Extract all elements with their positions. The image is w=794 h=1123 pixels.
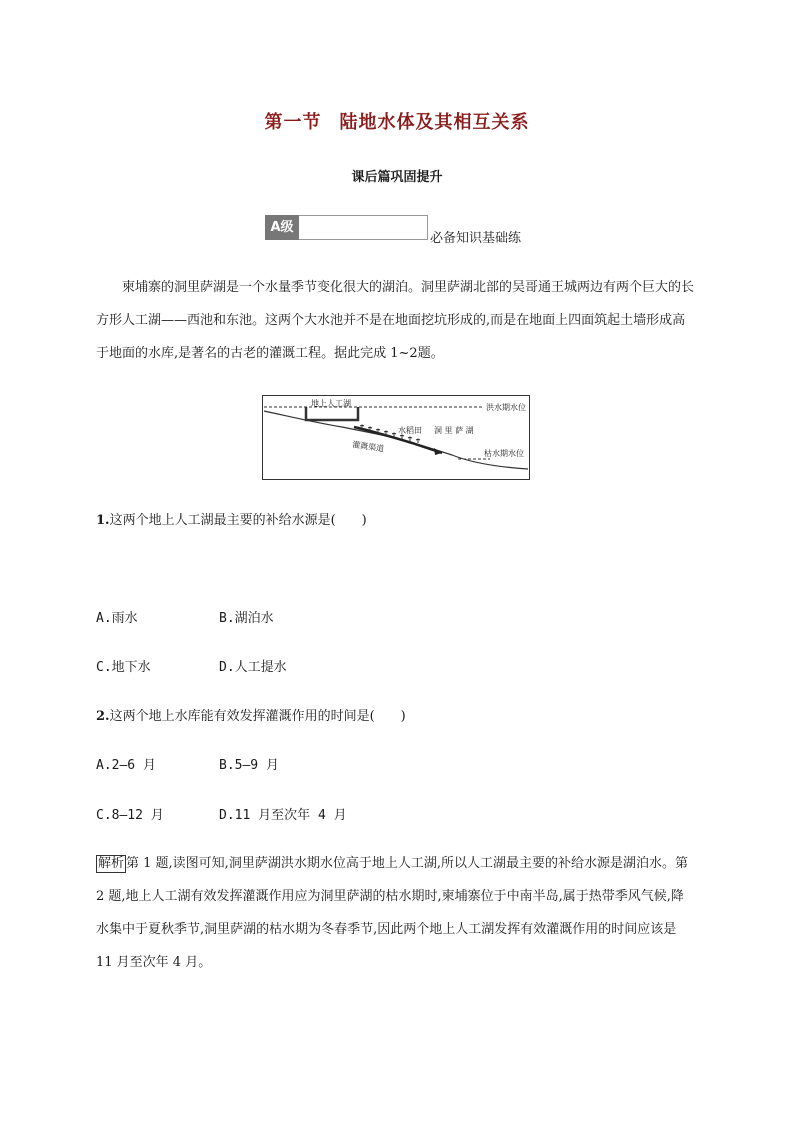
- level-banner: [265, 215, 522, 246]
- analysis-text: 第 1 题,读图可知,洞里萨湖洪水期水位高于地上人工湖,所以人工湖最主要的补给水源是湖泊水。第 2 题,地上人工湖有效发挥灌溉作用应为洞里萨湖的枯水期时,柬埔寨位于中南半岛,属于热带季风气候,降水集中于夏秋季节,洞里萨湖的枯水期为冬春季节,因此两个地上人工湖发挥有效灌溉作用的时间应该是 11 月至次年 4 月。: [96, 856, 688, 970]
- page-title: [0, 108, 794, 134]
- level-label: 必备知识基础练: [430, 231, 522, 246]
- flood-level-label: 洪水期水位: [486, 403, 526, 412]
- option-2b[interactable]: B.5—9 月: [219, 758, 279, 773]
- option-1d[interactable]: D.人工提水: [219, 660, 287, 675]
- lake-cross-section-figure: [262, 395, 530, 480]
- analysis-tag: 解析: [98, 856, 125, 871]
- question-2: [96, 705, 406, 724]
- option-2a[interactable]: A.2—6 月: [96, 758, 156, 773]
- question-stem: 这两个地上水库能有效发挥灌溉作用的时间是( ): [109, 709, 406, 724]
- canal-label: 灌溉渠道: [351, 440, 385, 454]
- page-subtitle: 课后篇巩固提升: [351, 170, 443, 185]
- level-bar: [299, 215, 428, 240]
- analysis-paragraph: [96, 847, 696, 979]
- dry-level-label: 枯水期水位: [484, 449, 524, 458]
- option-1c[interactable]: C.地下水: [96, 660, 151, 675]
- question-stem: 这两个地上人工湖最主要的补给水源是( ): [109, 513, 367, 528]
- chapter-title: 陆地水体及其相互关系: [339, 112, 530, 133]
- level-tag: A级: [265, 215, 299, 240]
- question-1: [96, 509, 367, 528]
- paddy-label: 水稻田: [398, 426, 422, 435]
- lake-label: 洞 里 萨 湖: [434, 426, 474, 435]
- option-1b[interactable]: B.湖泊水: [219, 611, 274, 626]
- question-number: 2.: [96, 709, 110, 724]
- option-1a[interactable]: A.雨水: [96, 611, 138, 626]
- intro-paragraph: 柬埔寨的洞里萨湖是一个水量季节变化很大的湖泊。洞里萨湖北部的吴哥通王城两边有两个巨大的长方形人工湖——西池和东池。这两个大水池并不是在地面挖坑形成的,而是在地面上四面筑起土墙形成高于地面的水库,是著名的古老的灌溉工程。据此完成 1~2题。: [96, 280, 695, 361]
- option-2c[interactable]: C.8—12 月: [96, 808, 164, 823]
- artificial-lake-label: 地上人工湖: [311, 399, 351, 408]
- option-2d[interactable]: D.11 月至次年 4 月: [219, 808, 347, 823]
- section-label: 第一节: [264, 112, 322, 133]
- question-number: 1.: [96, 513, 110, 528]
